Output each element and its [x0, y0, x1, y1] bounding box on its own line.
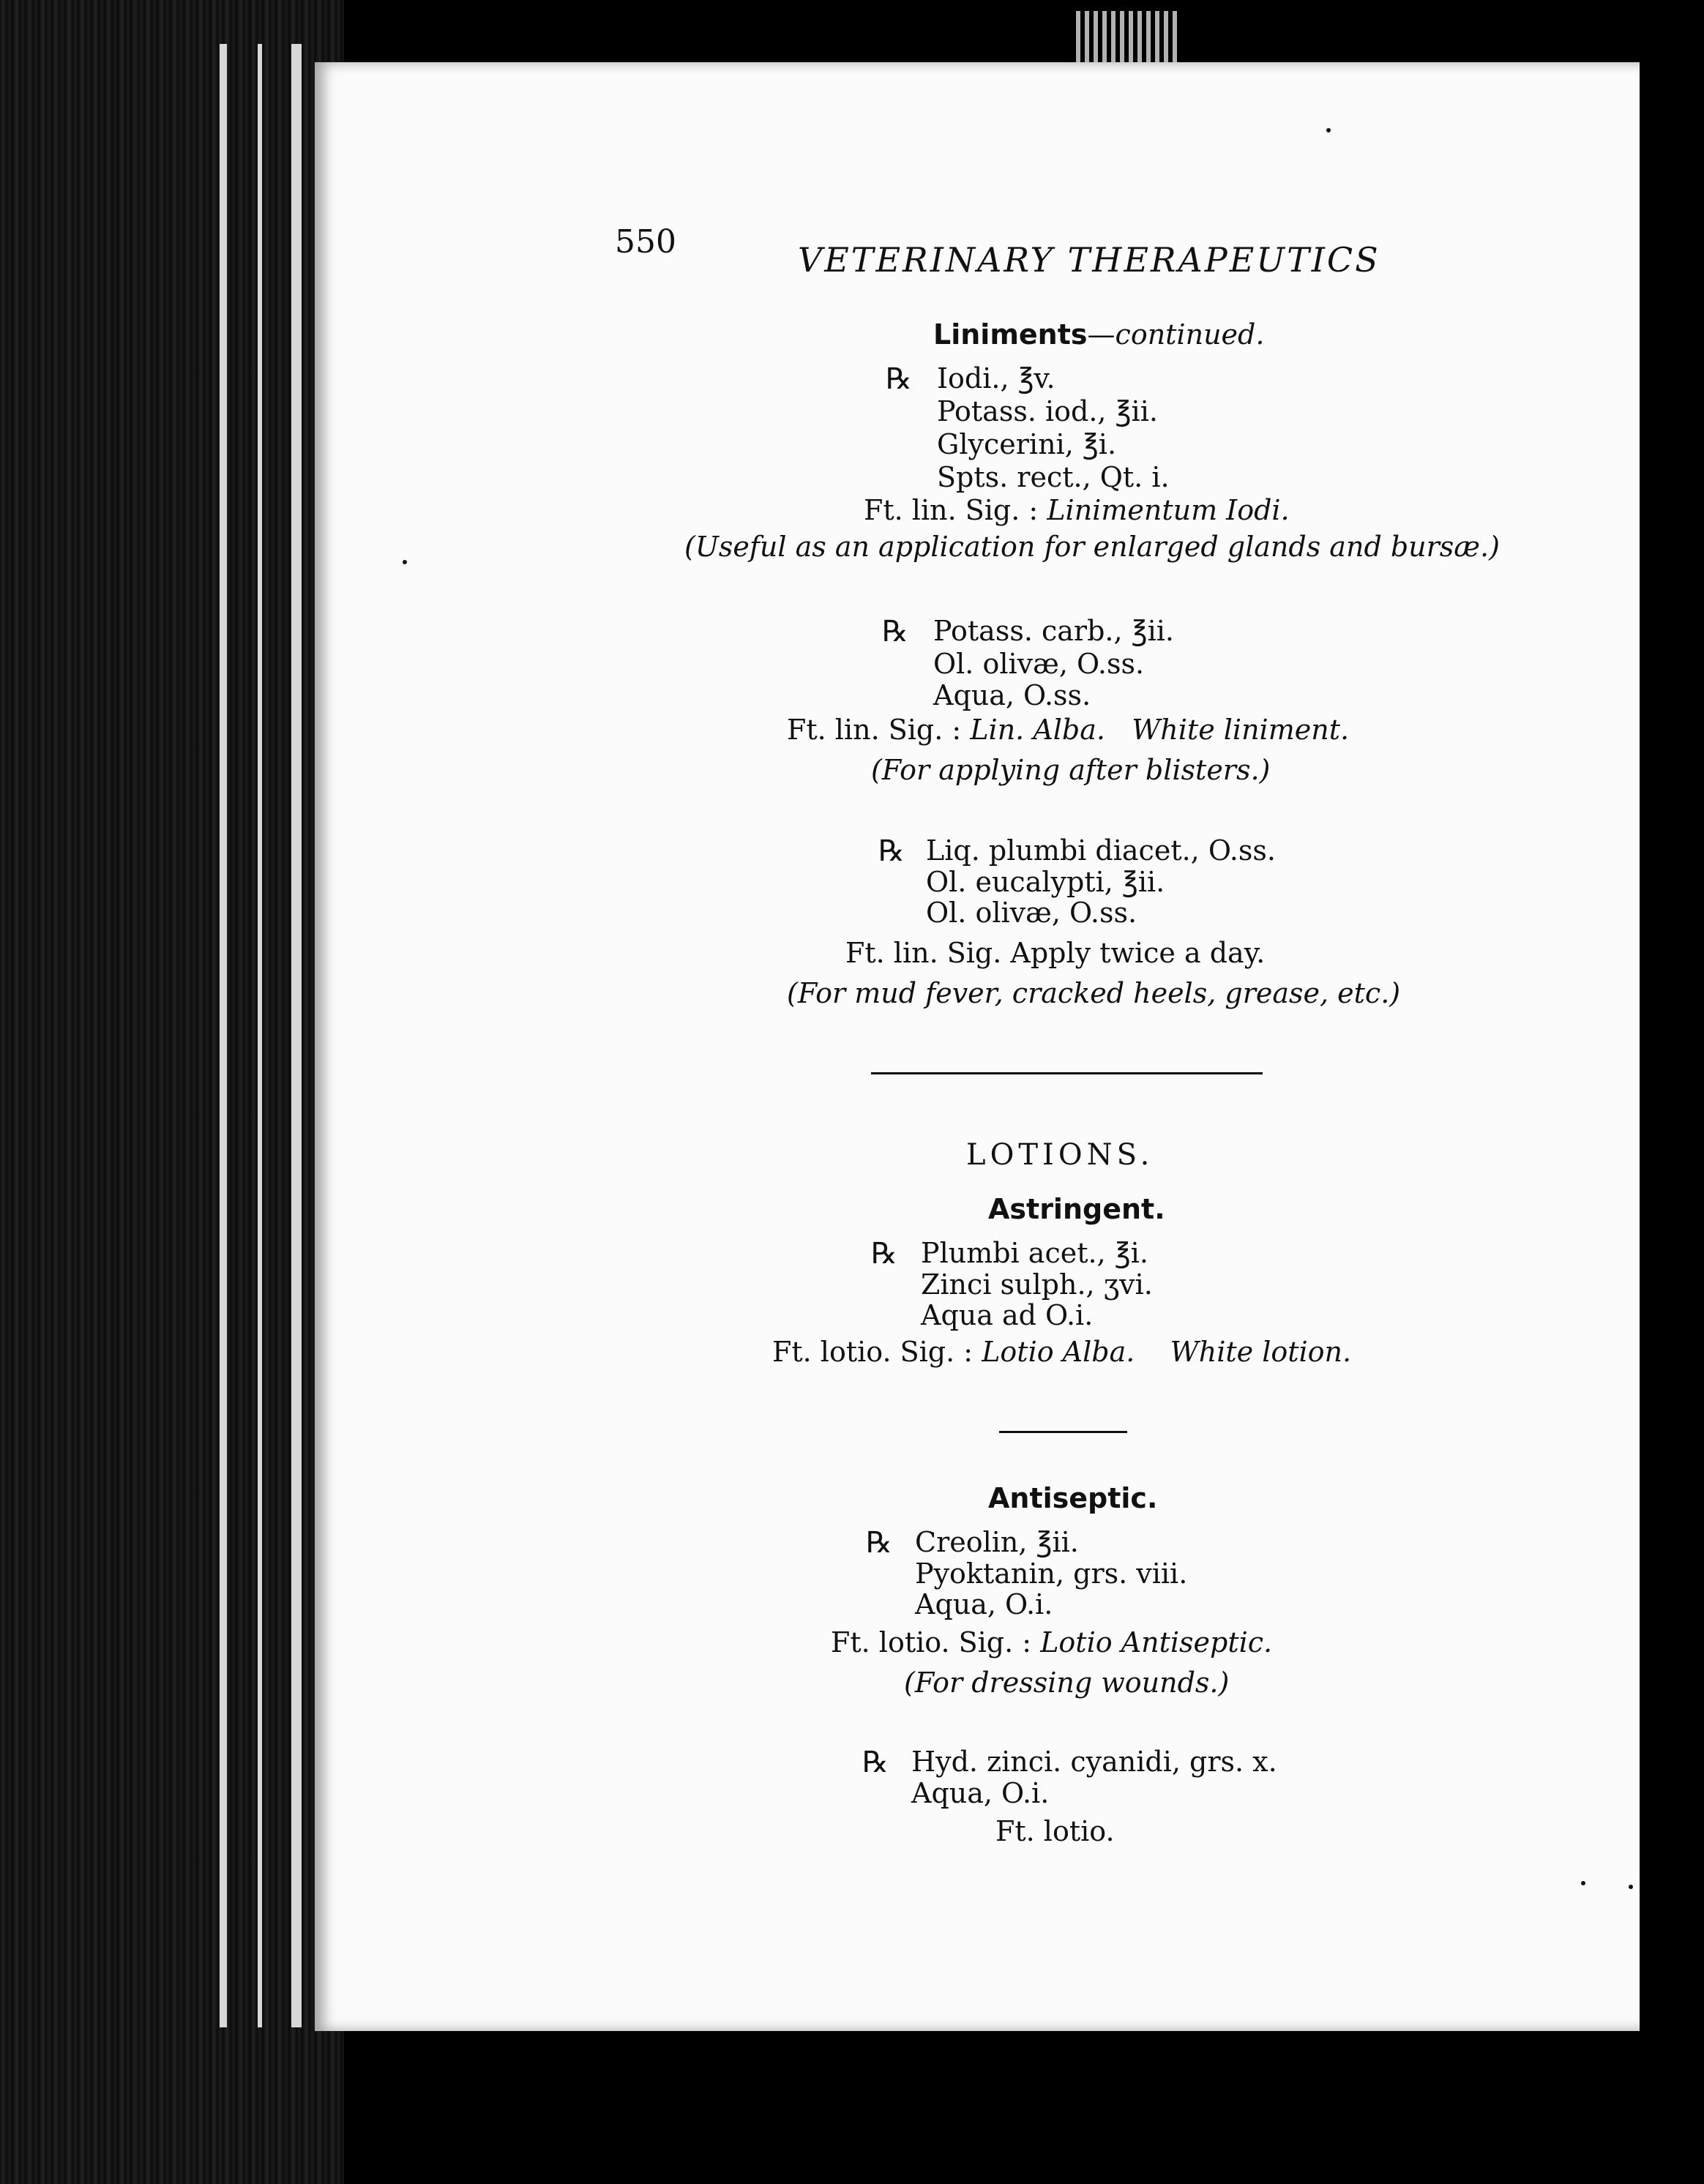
rx-symbol: ℞ [882, 615, 908, 648]
ingredient-line: Spts. rect., Qt. i. [937, 461, 1170, 493]
speck [1326, 128, 1331, 132]
directions: Ft. lin. Sig. Apply twice a day. [845, 937, 1266, 969]
directions: Ft. lotio. Sig. : Lotio Antiseptic. [831, 1626, 1273, 1658]
speck [1581, 1881, 1585, 1885]
subheading-antiseptic: Antiseptic. [988, 1482, 1158, 1514]
ingredient-line: Aqua, O.i. [911, 1777, 1050, 1809]
ingredient-line: Ol. olivæ, O.ss. [933, 648, 1145, 680]
ingredient-line: Pyoktanin, grs. viii. [915, 1557, 1188, 1590]
ingredient-line: Aqua, O.i. [915, 1588, 1053, 1620]
directions: Ft. lotio. Sig. : Lotio Alba. White lotion. [772, 1336, 1352, 1368]
page-edge-strip [220, 44, 227, 2027]
section-divider [871, 1072, 1263, 1074]
ingredient-line: Aqua ad O.i. [921, 1299, 1094, 1331]
ingredient-line: Potass. iod., ℥ii. [937, 395, 1158, 427]
page-number: 550 [615, 223, 676, 261]
ingredient-line: Potass. carb., ℥ii. [933, 615, 1174, 647]
directions: Ft. lin. Sig. : Linimentum Iodi. [864, 494, 1290, 526]
page-edge-strip [291, 44, 302, 2027]
rx-symbol: ℞ [866, 1526, 892, 1560]
ingredient-line: Hyd. zinci. cyanidi, grs. x. [911, 1746, 1277, 1778]
directions: Ft. lin. Sig. : Lin. Alba. White liniment. [787, 714, 1350, 746]
rx-symbol: ℞ [886, 362, 912, 396]
section-heading-lotions: LOTIONS. [966, 1138, 1154, 1172]
directions: Ft. lotio. [995, 1815, 1115, 1847]
section-divider [999, 1431, 1127, 1433]
ingredient-line: Zinci sulph., ʒvi. [921, 1268, 1153, 1301]
ingredient-line: Aqua, O.ss. [933, 679, 1091, 711]
ingredient-line: Iodi., ℥v. [937, 362, 1055, 394]
usage-note: (For applying after blisters.) [871, 754, 1271, 786]
ingredient-line: Plumbi acet., ℥i. [921, 1237, 1148, 1269]
usage-note: (Useful as an application for enlarged glands and bursæ.) [684, 531, 1500, 563]
ingredient-line: Liq. plumbi diacet., O.ss. [926, 834, 1276, 867]
ingredient-line: Creolin, ℥ii. [915, 1526, 1079, 1558]
ingredient-line: Ol. eucalypti, ℥ii. [926, 866, 1165, 898]
speck [1629, 1885, 1633, 1889]
rx-symbol: ℞ [878, 834, 905, 868]
page-edge-strip [258, 44, 262, 2027]
scan-border [1640, 0, 1704, 2184]
book-page [315, 62, 1643, 2031]
speck [403, 560, 407, 564]
usage-note: (For dressing wounds.) [904, 1667, 1230, 1699]
library-stamp [1076, 11, 1178, 62]
subheading-astringent: Astringent. [988, 1193, 1165, 1225]
rx-symbol: ℞ [862, 1746, 889, 1779]
ingredient-line: Glycerini, ℥i. [937, 428, 1117, 460]
section-heading-liniments: Liniments—continued. [933, 318, 1265, 351]
rx-symbol: ℞ [871, 1237, 897, 1271]
usage-note: (For mud fever, cracked heels, grease, etc.) [787, 977, 1401, 1009]
running-title: VETERINARY THERAPEUTICS [798, 240, 1380, 280]
ingredient-line: Ol. olivæ, O.ss. [926, 897, 1137, 929]
